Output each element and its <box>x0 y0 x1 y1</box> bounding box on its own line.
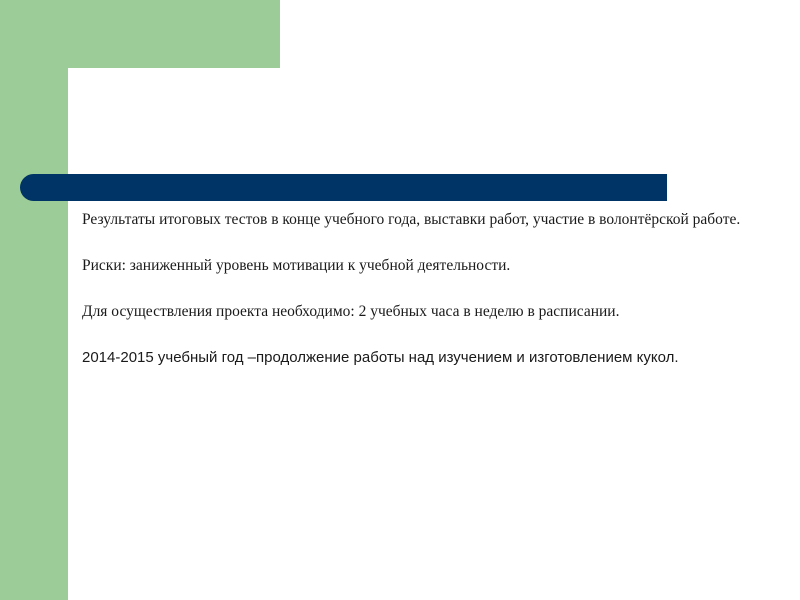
paragraph-continuation: 2014-2015 учебный год –продолжение работы над изучением и изготовлением кукол. <box>82 349 679 366</box>
green-top-block <box>0 0 280 68</box>
paragraph-results: Результаты итоговых тестов в конце учебного года, выставки работ, участие в волонтёрской работе. <box>82 211 741 228</box>
slide-content <box>82 210 752 394</box>
green-side-band <box>0 0 68 600</box>
title-bar <box>20 174 667 201</box>
paragraph-requirements: Для осуществления проекта необходимо: 2 учебных часа в неделю в расписании. <box>82 303 620 320</box>
rounded-corner <box>68 68 148 148</box>
paragraph-risks: Риски: заниженный уровень мотивации к учебной деятельности. <box>82 257 511 274</box>
